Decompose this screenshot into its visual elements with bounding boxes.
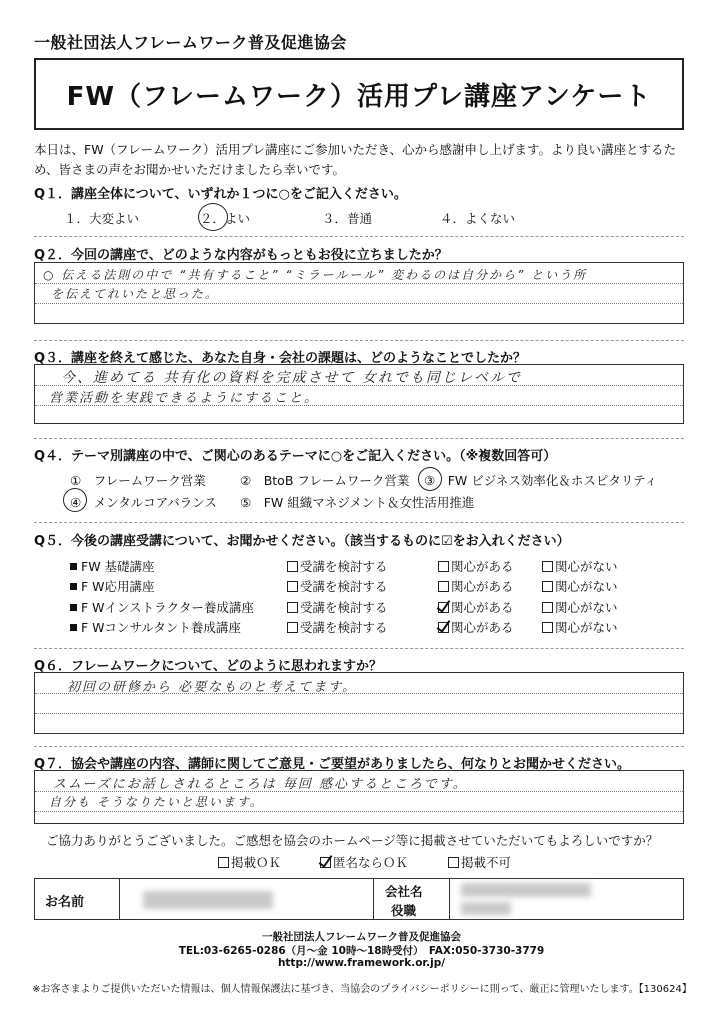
divider [34, 236, 684, 237]
column-divider [449, 879, 450, 919]
q5-r3-c2[interactable] [438, 598, 514, 616]
redacted-name [143, 891, 273, 909]
checkbox-label: 受講を検討する [300, 620, 388, 635]
checkbox-label: 関心がある [451, 620, 514, 635]
checkbox-label: 関心がない [555, 600, 618, 615]
intro-line-2: め、皆さまの声をお聞かせいただけましたら幸いです。 [34, 162, 346, 177]
q5-label: Q５．今後の講座受講について、お聞かせください。（該当するものに☑をお入れください） [34, 534, 570, 549]
q1-option-2[interactable]: ２．よい [200, 211, 251, 226]
checkbox-label: 受講を検討する [300, 579, 388, 594]
ruled-line [35, 811, 683, 812]
intro-line-1: 本日は、FW（フレームワーク）活用プレ講座にご参加いただき、心から感謝申し上げます。より良い講座とするた [34, 142, 677, 157]
q6-label: Q６．フレームワークについて、どのように思われますか？ [34, 659, 383, 674]
organization-name: 一般社団法人フレームワーク普及促進協会 [34, 33, 347, 52]
q5-course-2: F W応用講座 [81, 579, 155, 594]
q4-option-4[interactable]: ④ メンタルコアバランス [70, 495, 217, 510]
footer-contact: TEL:03-6265-0286（月～金 10時～18時受付） FAX:050-3730-3779 [178, 945, 545, 957]
q5-course-1: FW 基礎講座 [81, 559, 155, 574]
divider [34, 648, 684, 649]
q5-r4-c1[interactable] [287, 618, 388, 636]
bullet-icon [70, 583, 77, 590]
checkbox-icon[interactable] [218, 857, 229, 868]
redacted-company [461, 883, 591, 897]
q1-option-4[interactable]: ４．よくない [440, 211, 516, 226]
divider [34, 746, 684, 747]
ruled-line [35, 713, 683, 714]
checkbox-label: 受講を検討する [300, 559, 388, 574]
q5-r4-c3[interactable] [542, 618, 618, 636]
q4-option-1[interactable]: ① フレームワーク営業 [70, 473, 206, 488]
q5-r1-c2[interactable] [438, 557, 514, 575]
q4-option-2[interactable]: ② BtoB フレームワーク営業 [240, 473, 410, 488]
column-divider [373, 879, 374, 919]
q5-r4-c2[interactable] [438, 618, 514, 636]
consent-question: ご協力ありがとうございました。ご感想を協会のホームページ等に掲載させていただいてもよろしいですか？ [46, 833, 659, 848]
q5-row-4 [70, 618, 241, 636]
q1-option-3[interactable]: ３．普通 [322, 211, 373, 226]
q5-r1-c3[interactable] [542, 557, 618, 575]
q5-r3-c3[interactable] [542, 598, 618, 616]
divider [34, 340, 684, 341]
checkbox-icon[interactable] [438, 561, 449, 572]
checkbox-icon[interactable] [542, 561, 553, 572]
checkbox-icon[interactable] [438, 581, 449, 592]
position-label: 役職 [391, 903, 417, 918]
q7-answer-line-2: 自分も そうなりたいと思います。 [49, 795, 264, 809]
intro-text [34, 140, 684, 180]
checkbox-checked-icon[interactable] [438, 602, 449, 613]
ruled-line [35, 303, 683, 304]
consent-option-ok[interactable] [218, 853, 281, 871]
checkbox-label: 関心がある [451, 579, 514, 594]
q5-course-4: F Wコンサルタント養成講座 [81, 620, 241, 635]
checkbox-label: 関心がある [451, 559, 514, 574]
q3-label: Q３．講座を終えて感じた、あなた自身・会社の課題は、どのようなことでしたか？ [34, 351, 527, 366]
checkbox-label: 関心がない [555, 559, 618, 574]
checkbox-label: 匿名ならＯＫ [333, 855, 409, 870]
checkbox-label: 受講を検討する [300, 600, 388, 615]
q7-answer-line-1: スムーズにお話しされるところは 毎回 感心するところです。 [53, 777, 468, 792]
redacted-position [461, 902, 511, 915]
q5-r1-c1[interactable] [287, 557, 388, 575]
q5-r2-c3[interactable] [542, 577, 618, 595]
q5-course-3: F Wインストラクター養成講座 [81, 600, 254, 615]
checkbox-icon[interactable] [287, 561, 298, 572]
privacy-note: ※お客さまよりご提供いただいた情報は、個人情報保護法に基づき、当協会のプライバシーポリシーに則って、厳正に管理いたします。【130624】 [32, 984, 692, 995]
q2-label: Q２．今回の講座で、どのような内容がもっともお役に立ちましたか？ [34, 248, 448, 263]
checkbox-label: 掲載ＯＫ [231, 855, 282, 870]
respondent-info-box [34, 878, 684, 920]
checkbox-label: 掲載不可 [461, 855, 512, 870]
divider [34, 522, 684, 523]
checkbox-label: 関心がある [451, 600, 514, 615]
q1-label: Q１．講座全体について、いずれか１つに○をご記入ください。 [34, 187, 407, 202]
q2-answer-line-1: ○ 伝える法則の中で “共有すること” “ミラールール” 変わるのは自分から” という所 [43, 268, 588, 282]
q3-answer-line-1: 今、進めてる 共有化の資料を完成させて 女れでも同じレベルで [61, 370, 522, 386]
q5-row-2 [70, 577, 155, 595]
ruled-line [35, 283, 683, 284]
checkbox-label: 関心がない [555, 620, 618, 635]
q5-r2-c2[interactable] [438, 577, 514, 595]
q1-option-1[interactable]: １．大変よい [64, 211, 140, 226]
q4-option-3[interactable]: ③ FW ビジネス効率化＆ホスピタリティ [424, 473, 658, 488]
q7-answer-box[interactable] [34, 770, 684, 824]
column-divider [119, 879, 120, 919]
q3-answer-box[interactable] [34, 364, 684, 424]
checkbox-icon[interactable] [542, 602, 553, 613]
consent-option-no[interactable] [448, 853, 511, 871]
checkbox-icon[interactable] [542, 581, 553, 592]
q6-answer-line-1: 初回の研修から 必要なものと考えてます。 [67, 680, 358, 695]
title-box [34, 58, 684, 130]
q7-label: Q７．協会や講座の内容、講師に関してご意見・ご要望がありましたら、何なりとお聞かせください。 [34, 757, 631, 772]
q1-selection-circle [198, 203, 228, 231]
checkbox-icon[interactable] [287, 622, 298, 633]
bullet-icon [70, 624, 77, 631]
name-label: お名前 [45, 895, 85, 910]
q5-r3-c1[interactable] [287, 598, 388, 616]
q4-selection-circle-3 [418, 467, 442, 491]
checkbox-icon[interactable] [287, 581, 298, 592]
q4-label: Q４．テーマ別講座の中で、ご関心のあるテーマに○をご記入ください。（※複数回答可） [34, 449, 557, 464]
page-title: FW（フレームワーク）活用プレ講座アンケート [66, 82, 652, 112]
checkbox-checked-icon[interactable] [438, 622, 449, 633]
checkbox-label: 関心がない [555, 579, 618, 594]
checkbox-icon[interactable] [287, 602, 298, 613]
q5-row-3 [70, 598, 254, 616]
footer-url[interactable]: http://www.framework.or.jp/ [277, 957, 446, 969]
q4-selection-circle-4 [63, 488, 87, 512]
q5-row-1 [70, 557, 155, 575]
checkbox-icon[interactable] [542, 622, 553, 633]
checkbox-checked-icon[interactable] [320, 857, 331, 868]
company-label: 会社名 [385, 884, 423, 899]
consent-option-anonymous[interactable] [320, 853, 408, 871]
q4-option-5[interactable]: ⑤ FW 組織マネジメント＆女性活用推進 [240, 495, 475, 510]
bullet-icon [70, 604, 77, 611]
q3-answer-line-2: 営業活動を実践できるようにすること。 [49, 391, 320, 406]
q6-answer-box[interactable] [34, 672, 684, 734]
bullet-icon [70, 563, 77, 570]
q2-answer-line-2: を伝えてれいたと思った。 [51, 287, 220, 301]
divider [34, 438, 684, 439]
q2-answer-box[interactable] [34, 262, 684, 324]
checkbox-icon[interactable] [448, 857, 459, 868]
q5-r2-c1[interactable] [287, 577, 388, 595]
footer-org: 一般社団法人フレームワーク普及促進協会 [261, 931, 462, 943]
